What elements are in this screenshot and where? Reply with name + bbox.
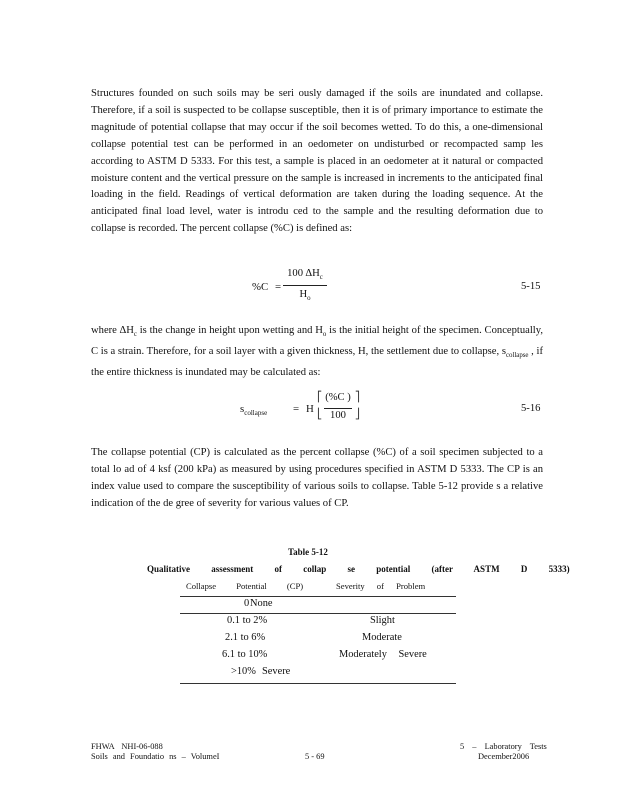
severity-value: None — [250, 598, 273, 609]
footer-date: December2006 — [478, 752, 530, 761]
cp-value: >10% — [231, 666, 256, 677]
cp-value: 6.1 to 10% — [222, 649, 268, 660]
equation-lhs: %C — [252, 281, 269, 293]
cp-value: 2.1 to 6% — [225, 632, 266, 643]
equation-number: 5-16 — [521, 403, 541, 414]
left-bracket-icon: ⎣ — [317, 409, 322, 420]
right-bracket-icon: ⎦ — [355, 409, 360, 420]
fraction-bar — [283, 285, 327, 286]
footer-page-number: 5 - 69 — [305, 752, 325, 761]
table-header-cp: Collapse Potential (CP) — [186, 581, 304, 591]
table-header-rule — [180, 613, 456, 614]
table-caption: Qualitative assessment of collap se potential (after ASTM D 5333) — [147, 564, 570, 574]
table-number: Table 5-12 — [288, 547, 328, 557]
paragraph-where: where $\Delta H_c$ is the change in height upon wetting and $H_o$ is the initial height of the specimen. Conceptually, C is a strain. Therefore, for a soil layer with a given thickness, H, the settlement due to collapse, $s_{collapse}$ , if the entire thickness is inundated may be calculated as: — [91, 325, 543, 379]
table-bottom-rule — [180, 683, 456, 684]
severity-value: Moderately Severe — [339, 649, 427, 660]
equation-denominator: 100 — [330, 410, 346, 421]
severity-value: Severe — [262, 666, 291, 677]
equation-numerator: 100 $\Delta H_c$ — [287, 268, 323, 282]
right-bracket-icon: ⎤ — [355, 392, 360, 403]
cp-value: 0 — [244, 598, 250, 609]
equation-equals: = — [293, 403, 300, 415]
equation-numerator: (%C ) — [325, 392, 351, 403]
footer-report-number: FHWA NHI-06-088 — [91, 742, 163, 751]
footer-document-title: Soils and Foundatio ns – VolumeI — [91, 752, 220, 761]
equation-h: H — [306, 403, 314, 415]
table-header-severity: Severity of Problem — [336, 581, 426, 591]
footer-chapter: 5 – Laboratory Tests — [460, 742, 547, 751]
cp-value: 0.1 to 2% — [227, 615, 268, 626]
paragraph-collapse-potential: The collapse potential (CP) is calculated as the percent collapse (%C) of a soil specimen subjected to a total lo ad of 4 ksf (200 kPa) as measured by using procedures specified in ASTM D 5333. The CP is an index value used to compare the susceptibility of various soils to collapse. Table 5-12 provide s a relative indication of the de gree of severity for various values of CP. — [91, 447, 543, 509]
table-top-rule — [180, 596, 456, 597]
severity-value: Moderate — [362, 632, 402, 643]
severity-value: Slight — [370, 615, 395, 626]
equation-lhs: $s_{collapse}$ — [240, 403, 268, 418]
equation-number: 5-15 — [521, 281, 541, 292]
left-bracket-icon: ⎡ — [317, 392, 322, 403]
paragraph-collapse-intro: Structures founded on such soils may be seri ously damaged if the soils are inundated and collapse. Therefore, if a soil is suspected to be collapse susceptible, then it is of primary importance to estimate the magnitude of potential collapse that may occur if the soil becomes wetted. To do this, a one-dimensional collapse potential test can be performed in an oedometer on undisturbed or recompacted samp les according to ASTM D 5333. For this test, a sample is placed in an oedometer at it natural or compacted moisture content and the vertical pressure on the sample is increased in increments to the anticipated final loading in the field. Readings of vertical deformation are taken during the loading sequence. At the anticipated final load level, water is introdu ced to the sample and the resulting deformation due to collapse is recorded. The percent collapse (%C) is defined as: — [91, 88, 543, 235]
equation-denominator: $H_o$ — [299, 289, 311, 303]
delta-icon: ∆ — [119, 325, 127, 336]
equation-equals: = — [275, 281, 282, 293]
fraction-bar — [324, 408, 352, 409]
